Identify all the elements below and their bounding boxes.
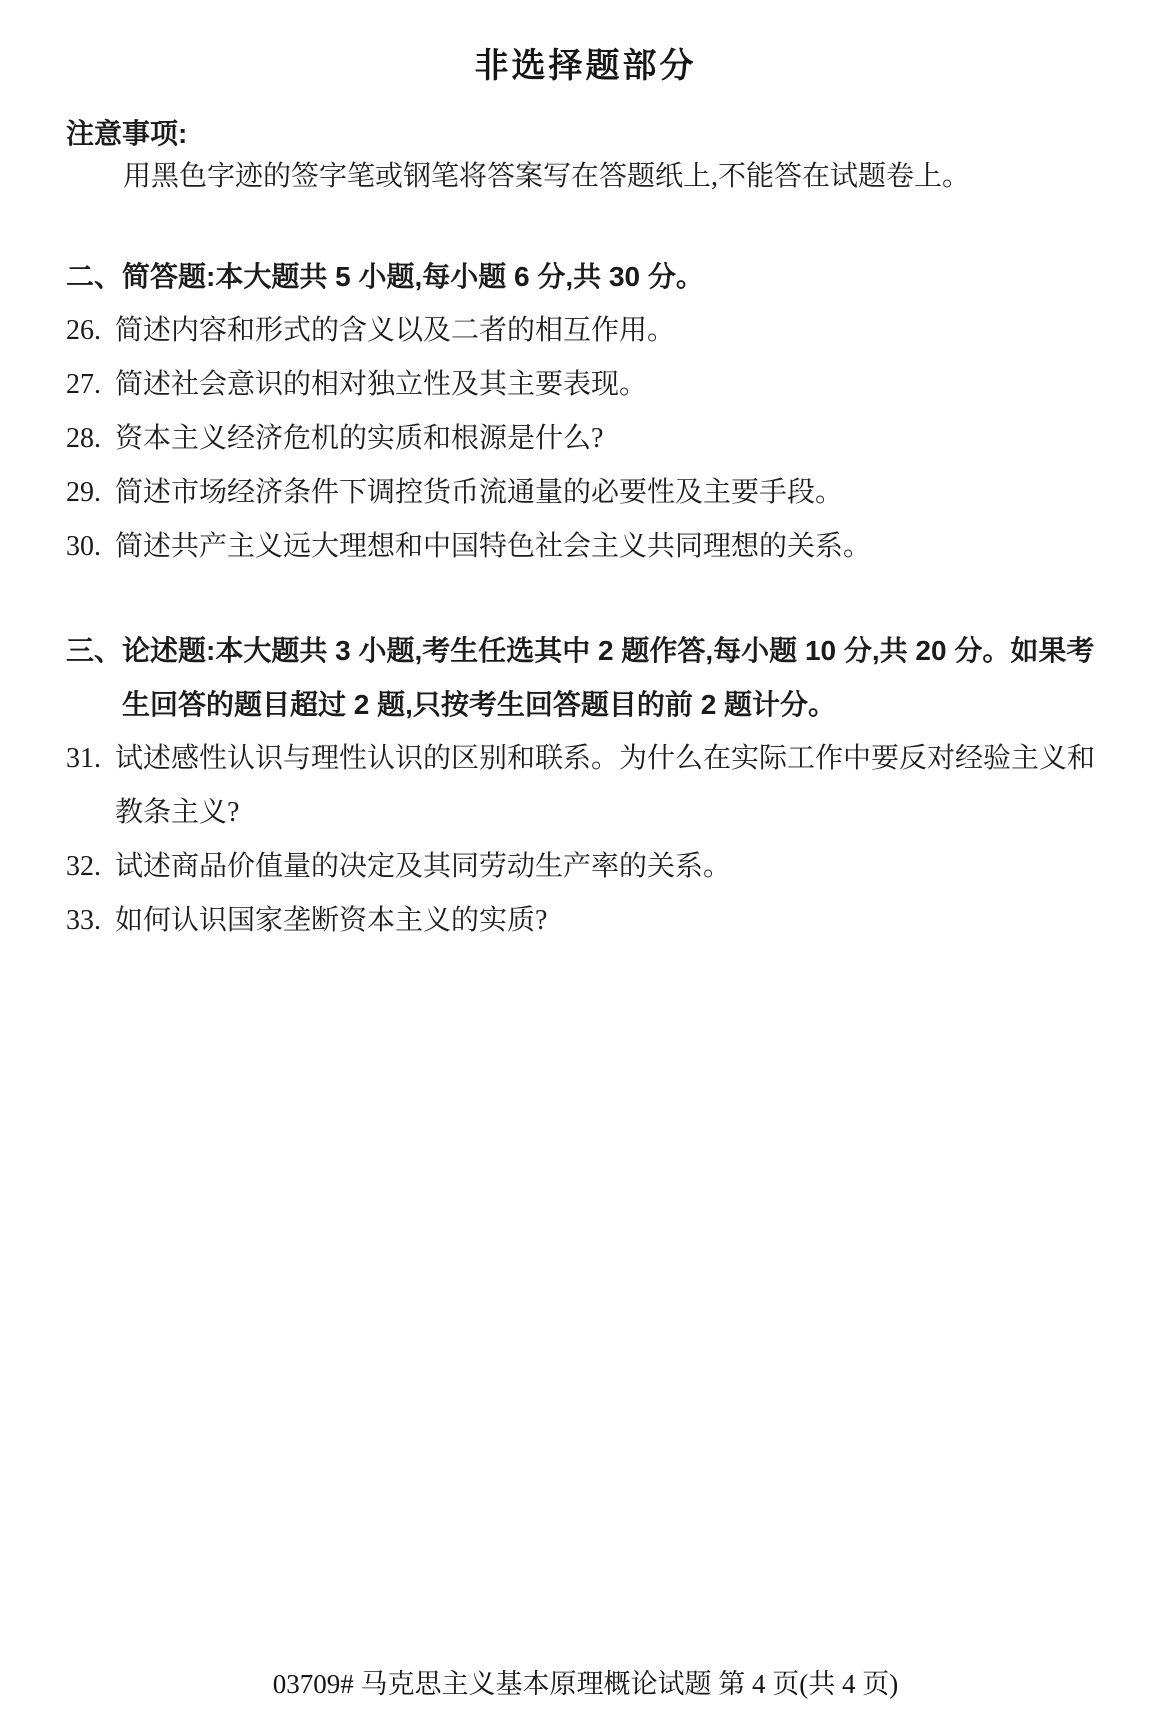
section-heading-text: 简答题:本大题共 5 小题,每小题 6 分,共 30 分。	[122, 261, 704, 292]
section-heading	[66, 624, 1105, 732]
page-title: 非选择题部分	[474, 47, 697, 85]
section-marker: 二、	[66, 261, 123, 292]
section-heading	[66, 250, 1105, 304]
notice-heading: 注意事项:	[66, 118, 188, 149]
question-row	[66, 358, 1105, 412]
question-number: 29.	[66, 477, 101, 508]
question-text: 简述市场经济条件下调控货币流通量的必要性及主要手段。	[115, 477, 844, 508]
section-marker: 三、	[66, 635, 123, 666]
section-essay	[66, 624, 1105, 948]
question-row	[66, 894, 1105, 948]
question-number: 32.	[66, 851, 101, 882]
page-footer: 03709# 马克思主义基本原理概论试题 第 4 页(共 4 页)	[272, 1669, 899, 1699]
question-text: 试述感性认识与理性认识的区别和联系。为什么在实际工作中要反对经验主义和教条主义?	[115, 743, 1096, 828]
question-row	[66, 412, 1105, 466]
question-number: 28.	[66, 423, 101, 454]
question-text: 如何认识国家垄断资本主义的实质?	[115, 905, 548, 936]
question-text: 简述社会意识的相对独立性及其主要表现。	[115, 369, 648, 400]
question-text: 简述内容和形式的含义以及二者的相互作用。	[115, 315, 676, 346]
question-row	[66, 732, 1105, 840]
question-number: 26.	[66, 315, 101, 346]
question-number: 30.	[66, 531, 101, 562]
notice-body: 用黑色字迹的签字笔或钢笔将答案写在答题纸上,不能答在试题卷上。	[123, 161, 971, 192]
question-number: 33.	[66, 905, 101, 936]
question-row	[66, 840, 1105, 894]
question-row	[66, 304, 1105, 358]
question-number: 31.	[66, 743, 101, 774]
question-row	[66, 466, 1105, 520]
question-number: 27.	[66, 369, 101, 400]
section-short-answer	[66, 250, 1105, 574]
question-text: 资本主义经济危机的实质和根源是什么?	[115, 423, 604, 454]
question-row	[66, 520, 1105, 574]
section-heading-text: 论述题:本大题共 3 小题,考生任选其中 2 题作答,每小题 10 分,共 20 分。如果考生回答的题目超过 2 题,只按考生回答题目的前 2 题计分。	[122, 635, 1095, 720]
question-text: 简述共产主义远大理想和中国特色社会主义共同理想的关系。	[115, 531, 872, 562]
question-text: 试述商品价值量的决定及其同劳动生产率的关系。	[115, 851, 732, 882]
